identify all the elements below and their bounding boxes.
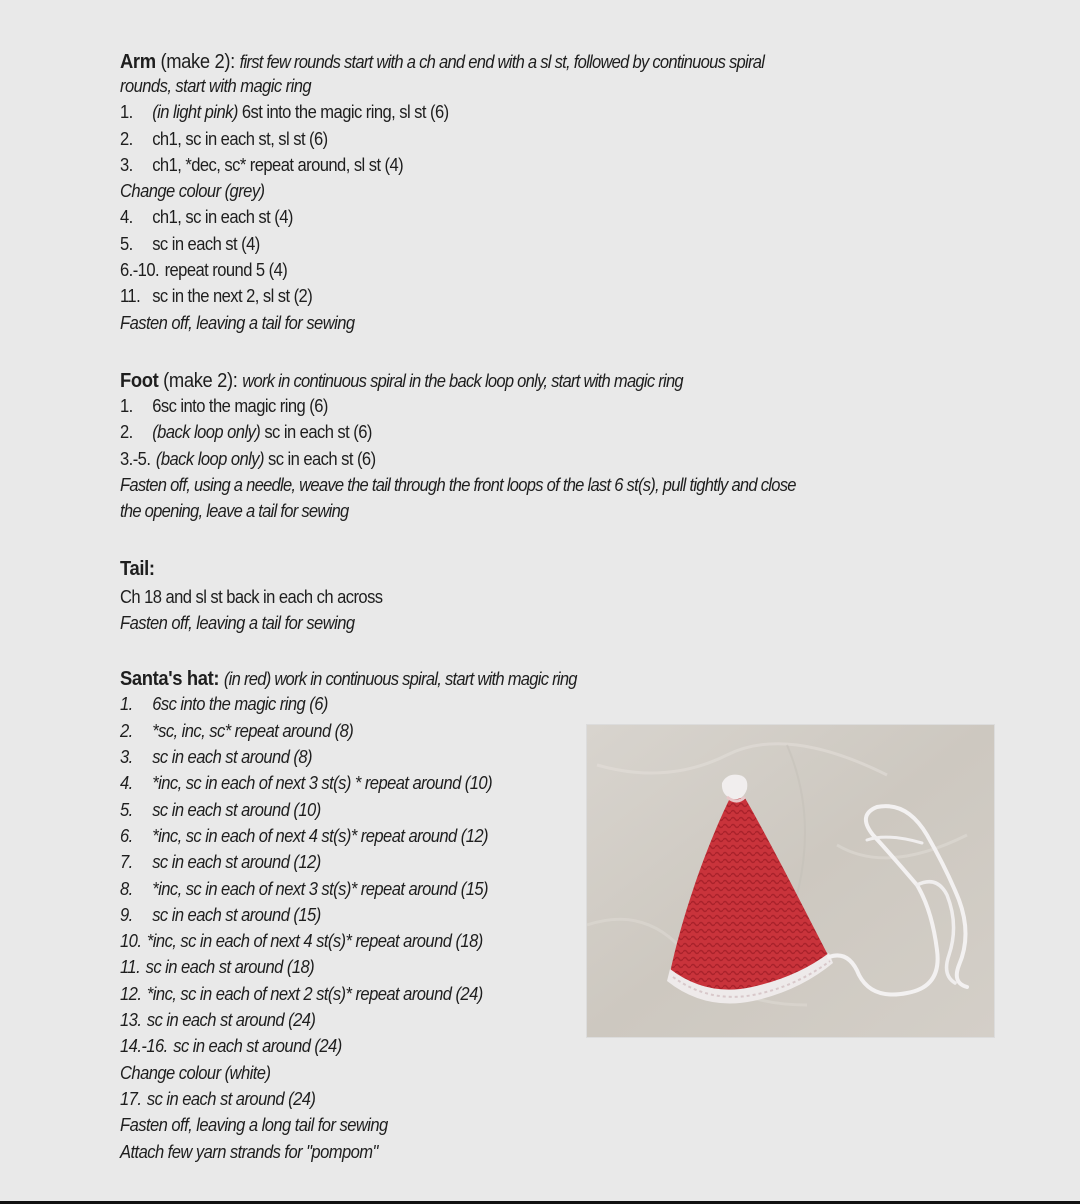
arm-title: Arm <box>120 51 156 73</box>
foot-section <box>120 366 1020 524</box>
arm-row-6-10: 6.-10. repeat round 5 (4) <box>120 260 288 281</box>
arm-row-11: 11. sc in the next 2, sl st (2) <box>120 286 313 307</box>
arm-row-3: 3. ch1, *dec, sc* repeat around, sl st (4) <box>120 154 404 175</box>
arm-note-fasten-off: Fasten off, leaving a tail for sewing <box>120 312 355 333</box>
foot-heading <box>120 366 948 396</box>
hat-note-pompom: Attach few yarn strands for "pompom" <box>120 1141 378 1162</box>
foot-row-2: 2. (back loop only) sc in each st (6) <box>120 422 372 443</box>
hat-row-2: 2. *sc, inc, sc* repeat around (8) <box>120 720 354 741</box>
foot-description: work in continuous spiral in the back loop only, start with magic ring <box>242 370 683 391</box>
hat-heading <box>120 664 948 694</box>
santa-hat-photo <box>587 725 994 1037</box>
foot-closing-line-2: the opening, leave a tail for sewing <box>120 500 349 521</box>
foot-title: Foot <box>120 369 159 392</box>
foot-closing-line-1: Fasten off, using a needle, weave the tail through the front loops of the last 6 st(s), pull tightly and close <box>120 474 796 495</box>
hat-row-4: 4. *inc, sc in each of next 3 st(s) * repeat around (10) <box>120 773 493 794</box>
hat-row-12: 12. *inc, sc in each of next 2 st(s)* repeat around (24) <box>120 983 483 1004</box>
hat-row-13: 13. sc in each st around (24) <box>120 1010 316 1031</box>
hat-row-3: 3. sc in each st around (8) <box>120 747 313 768</box>
hat-row-1: 1. 6sc into the magic ring (6) <box>120 694 328 715</box>
arm-description-cont: rounds, start with magic ring <box>120 76 312 96</box>
hat-row-10: 10. *inc, sc in each of next 4 st(s)* repeat around (18) <box>120 931 483 952</box>
arm-row-2: 2. ch1, sc in each st, sl st (6) <box>120 128 328 149</box>
hat-row-6: 6. *inc, sc in each of next 4 st(s)* repeat around (12) <box>120 825 489 846</box>
tail-section <box>120 554 1020 637</box>
hat-row-7: 7. sc in each st around (12) <box>120 852 321 873</box>
tail-note: Fasten off, leaving a tail for sewing <box>120 613 355 634</box>
hat-row-5: 5. sc in each st around (10) <box>120 799 321 820</box>
foot-qualifier: (make 2): <box>163 369 238 392</box>
hat-note-fasten-off: Fasten off, leaving a long tail for sewing <box>120 1115 388 1136</box>
hat-row-17: 17. sc in each st around (24) <box>120 1088 316 1109</box>
hat-description: (in red) work in continuous spiral, start with magic ring <box>223 669 577 690</box>
santa-hat-illustration <box>587 725 994 1037</box>
arm-qualifier: (make 2): <box>160 51 235 73</box>
hat-note-change-colour: Change colour (white) <box>120 1062 271 1083</box>
arm-row-4: 4. ch1, sc in each st (4) <box>120 207 293 228</box>
arm-row-5: 5. sc in each st (4) <box>120 233 260 254</box>
hat-row-8: 8. *inc, sc in each of next 3 st(s)* repeat around (15) <box>120 878 489 899</box>
tail-heading <box>120 554 948 584</box>
hat-row-9: 9. sc in each st around (15) <box>120 904 321 925</box>
hat-title: Santa's hat: <box>120 668 220 691</box>
arm-row-1: 1. (in light pink) 6st into the magic ring, sl st (6) <box>120 102 449 123</box>
arm-description: first few rounds start with a ch and end with a sl st, followed by continuous spiral <box>239 52 765 72</box>
tail-instruction: Ch 18 and sl st back in each ch across <box>120 586 383 607</box>
foot-row-3-5: 3.-5. (back loop only) sc in each st (6) <box>120 448 376 469</box>
arm-note-change-colour: Change colour (grey) <box>120 181 265 202</box>
arm-section <box>120 47 1020 336</box>
tail-title: Tail: <box>120 557 155 580</box>
foot-row-1: 1. 6sc into the magic ring (6) <box>120 395 328 416</box>
hat-row-11: 11. sc in each st around (18) <box>120 957 315 978</box>
hat-row-14-16: 14.-16. sc in each st around (24) <box>120 1036 342 1057</box>
